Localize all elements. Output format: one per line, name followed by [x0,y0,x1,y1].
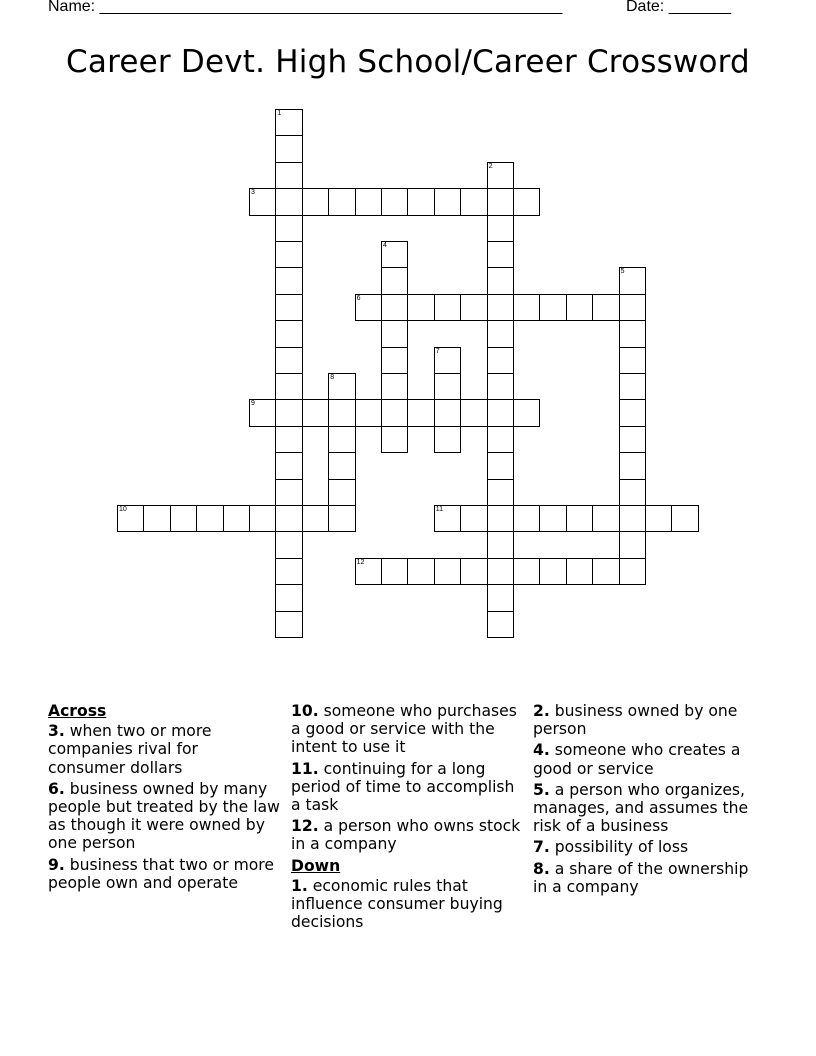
grid-cell[interactable] [434,294,461,321]
grid-cell[interactable] [487,215,514,242]
grid-cell[interactable] [513,505,540,532]
page-title: Career Devt. High School/Career Crossword [66,44,750,80]
grid-cell[interactable] [355,188,382,215]
cell-number: 9 [251,400,255,408]
down-heading: Down [291,856,341,875]
grid-cell[interactable] [434,426,461,453]
grid-cell[interactable] [434,347,461,374]
grid-cell[interactable] [619,479,646,506]
grid-cell[interactable] [566,294,593,321]
grid-cell[interactable] [460,505,487,532]
grid-cell[interactable] [143,505,170,532]
grid-cell[interactable] [381,267,408,294]
grid-cell[interactable] [275,294,302,321]
grid-cell[interactable] [619,531,646,558]
cell-number: 3 [251,189,255,197]
name-field[interactable]: Name: ____________________________________________________ [48,0,563,15]
grid-cell[interactable] [275,452,302,479]
grid-cell[interactable] [434,399,461,426]
grid-cell[interactable] [487,347,514,374]
grid-cell[interactable] [328,505,355,532]
grid-cell[interactable] [619,347,646,374]
grid-cell[interactable] [487,479,514,506]
grid-cell[interactable] [619,452,646,479]
cell-number: 12 [356,558,365,566]
grid-cell[interactable] [381,558,408,585]
grid-cell[interactable] [460,294,487,321]
clue-down-5: 5. a person who organizes, manages, and assumes the risk of a business [533,780,749,836]
clue-across-6: 6. business owned by many people but treated by the law as though it were owned by one person [48,779,280,853]
grid-cell[interactable] [539,505,566,532]
cell-number: 2 [488,162,493,170]
grid-cell[interactable] [434,373,461,400]
grid-cell[interactable] [645,505,672,532]
cell-number: 7 [435,347,440,355]
grid-cell[interactable] [619,267,646,294]
grid-cell[interactable] [381,320,408,347]
grid-cell[interactable] [328,399,355,426]
grid-cell[interactable] [302,505,329,532]
clue-down-4: 4. someone who creates a good or service [533,741,741,778]
grid-cell[interactable] [223,505,250,532]
grid-cell[interactable] [460,558,487,585]
grid-cell[interactable] [487,584,514,611]
grid-cell[interactable] [275,584,302,611]
grid-cell[interactable] [328,188,355,215]
grid-cell[interactable] [592,294,619,321]
grid-cell[interactable] [592,558,619,585]
grid-cell[interactable] [355,399,382,426]
grid-cell[interactable] [275,426,302,453]
clues-column-3 [533,702,763,899]
grid-cell[interactable] [275,241,302,268]
grid-cell[interactable] [275,162,302,189]
grid-cell[interactable] [513,399,540,426]
clue-across-3: 3. when two or more companies rival for consumer dollars [48,722,212,777]
across-heading: Across [48,702,107,720]
grid-cell[interactable] [619,505,646,532]
grid-cell[interactable] [275,109,302,136]
grid-cell[interactable] [407,399,434,426]
clue-across-10: 10. someone who purchases a good or service with the intent to use it [291,702,517,757]
grid-cell[interactable] [487,267,514,294]
clues-column-2 [291,702,527,934]
grid-cell[interactable] [539,294,566,321]
grid-cell[interactable] [302,188,329,215]
grid-cell[interactable] [381,241,408,268]
clue-across-9: 9. business that two or more people own and operate [48,855,274,892]
cell-number: 5 [620,268,625,276]
grid-cell[interactable] [328,426,355,453]
grid-cell[interactable] [671,505,698,532]
grid-cell[interactable] [275,135,302,162]
grid-cell[interactable] [407,188,434,215]
grid-cell[interactable] [434,188,461,215]
grid-cell[interactable] [302,399,329,426]
grid-cell[interactable] [566,505,593,532]
grid-cell[interactable] [487,320,514,347]
grid-cell[interactable] [381,426,408,453]
grid-cell[interactable] [487,188,514,215]
grid-cell[interactable] [275,531,302,558]
clue-down-7: 7. possibility of loss [533,838,689,857]
grid-cell[interactable] [619,399,646,426]
grid-cell[interactable] [487,531,514,558]
clue-down-8: 8. a share of the ownership in a company [533,859,749,896]
grid-cell[interactable] [275,611,302,638]
grid-cell[interactable] [487,162,514,189]
clues-column-1 [48,702,280,895]
cell-number: 6 [356,294,361,302]
grid-cell[interactable] [619,373,646,400]
grid-cell[interactable] [196,505,223,532]
grid-cell[interactable] [487,241,514,268]
grid-cell[interactable] [566,558,593,585]
grid-cell[interactable] [249,399,276,426]
grid-cell[interactable] [275,558,302,585]
cell-number: 11 [435,506,444,513]
grid-cell[interactable] [275,188,302,215]
grid-cell[interactable] [619,426,646,453]
grid-cell[interactable] [275,320,302,347]
grid-cell[interactable] [170,505,197,532]
grid-cell[interactable] [328,479,355,506]
grid-cell[interactable] [275,505,302,532]
grid-cell[interactable] [619,294,646,321]
clue-down-2: 2. business owned by one person [533,702,738,739]
grid-cell[interactable] [381,188,408,215]
grid-cell[interactable] [487,373,514,400]
grid-cell[interactable] [381,373,408,400]
grid-cell[interactable] [434,558,461,585]
grid-cell[interactable] [513,558,540,585]
grid-cell[interactable] [619,320,646,347]
grid-cell[interactable] [355,294,382,321]
cell-number: 1 [277,110,282,117]
grid-cell[interactable] [487,294,514,321]
cell-number: 10 [119,506,127,513]
date-field[interactable]: Date: _______ [626,0,731,15]
grid-cell[interactable] [513,294,540,321]
grid-cell[interactable] [592,505,619,532]
grid-cell[interactable] [460,399,487,426]
grid-cell[interactable] [513,188,540,215]
grid-cell[interactable] [275,347,302,374]
grid-cell[interactable] [381,347,408,374]
grid-cell[interactable] [487,505,514,532]
grid-cell[interactable] [381,399,408,426]
clue-across-12: 12. a person who owns stock in a company [291,817,521,854]
grid-cell[interactable] [487,399,514,426]
grid-cell[interactable] [487,558,514,585]
grid-cell[interactable] [117,505,144,532]
grid-cell[interactable] [328,452,355,479]
grid-cell[interactable] [275,373,302,400]
cell-number: 4 [383,242,387,249]
grid-cell[interactable] [355,558,382,585]
grid-cell[interactable] [619,558,646,585]
grid-cell[interactable] [328,373,355,400]
grid-cell[interactable] [275,267,302,294]
grid-cell[interactable] [249,505,276,532]
grid-cell[interactable] [275,479,302,506]
grid-cell[interactable] [487,452,514,479]
clue-down-1: 1. economic rules that influence consumer buying decisions [291,876,503,932]
grid-cell[interactable] [275,215,302,242]
grid-cell[interactable] [407,558,434,585]
grid-cell[interactable] [275,399,302,426]
cell-number: 8 [330,374,335,381]
grid-cell[interactable] [249,188,276,215]
grid-cell[interactable] [487,611,514,638]
grid-cell[interactable] [539,558,566,585]
grid-cell[interactable] [381,294,408,321]
clue-across-11: 11. continuing for a long period of time to accomplish a task [291,759,515,815]
grid-cell[interactable] [407,294,434,321]
grid-cell[interactable] [460,188,487,215]
grid-cell[interactable] [434,505,461,532]
grid-cell[interactable] [487,426,514,453]
